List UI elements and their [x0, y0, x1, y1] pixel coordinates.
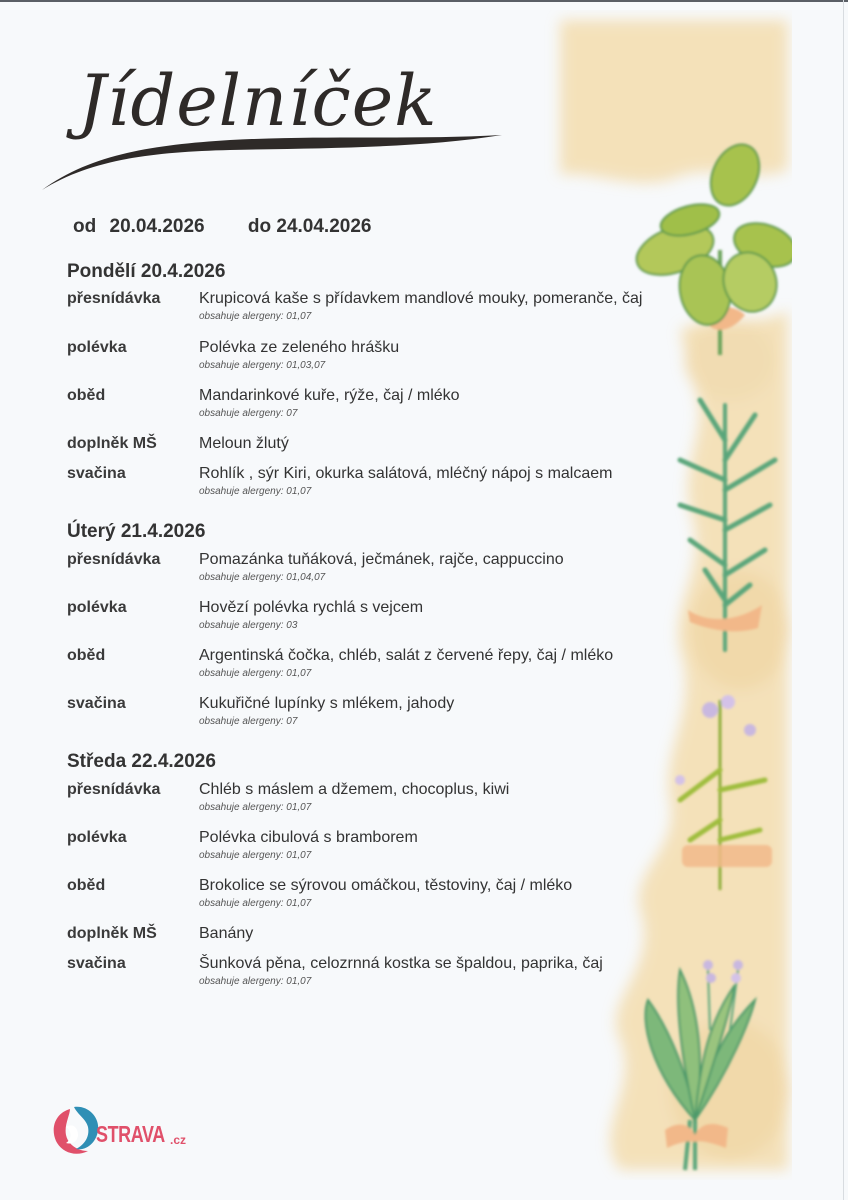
meal-allergens: obsahuje alergeny: 01,07 — [199, 668, 312, 679]
scan-edge-right — [843, 0, 844, 1200]
meal-dish: Argentinská čočka, chléb, salát z červené řepy, čaj / mléko — [199, 647, 614, 664]
range-from-label: od — [73, 216, 97, 237]
meal-dish: Meloun žlutý — [199, 435, 289, 452]
scan-edge-top — [0, 0, 848, 2]
meal-label: oběd — [67, 877, 106, 894]
day-title: Pondělí 20.4.2026 — [67, 261, 226, 282]
meal-dish: Polévka ze zeleného hrášku — [199, 339, 400, 356]
meal-label: svačina — [67, 955, 126, 972]
meal-allergens: obsahuje alergeny: 07 — [199, 408, 298, 419]
logo-wordmark: STRAVA — [96, 1121, 165, 1147]
meal-label: oběd — [67, 647, 106, 664]
date-range — [73, 216, 371, 238]
meal-label: doplněk MŠ — [67, 925, 157, 942]
meal-allergens: obsahuje alergeny: 01,03,07 — [199, 360, 326, 371]
meal-dish: Banány — [199, 925, 254, 942]
meal-label: přesnídávka — [67, 290, 161, 307]
meal-allergens: obsahuje alergeny: 01,07 — [199, 311, 312, 322]
meal-label: přesnídávka — [67, 551, 161, 568]
range-from-date: 20.04.2026 — [109, 216, 205, 237]
meal-dish: Pomazánka tuňáková, ječmánek, rajče, cappuccino — [199, 551, 564, 568]
meal-label: polévka — [67, 599, 127, 616]
meal-dish: Kukuřičné lupínky s mlékem, jahody — [199, 695, 455, 712]
meal-allergens: obsahuje alergeny: 01,07 — [199, 486, 312, 497]
meal-dish: Chléb s máslem a džemem, chocoplus, kiwi — [199, 781, 510, 798]
meal-allergens: obsahuje alergeny: 01,07 — [199, 976, 312, 987]
meal-dish: Šunková pěna, celozrnná kostka se špaldou, paprika, čaj — [199, 955, 603, 972]
meal-allergens: obsahuje alergeny: 01,07 — [199, 802, 312, 813]
range-to-label: do — [247, 216, 272, 237]
meal-label: polévka — [67, 829, 127, 846]
meal-label: oběd — [67, 387, 106, 404]
logo-domain-suffix: .cz — [170, 1133, 187, 1147]
meal-label: svačina — [67, 465, 126, 482]
meal-dish: Brokolice se sýrovou omáčkou, těstoviny, čaj / mléko — [199, 877, 573, 894]
meal-allergens: obsahuje alergeny: 01,07 — [199, 898, 312, 909]
meal-dish: Mandarinkové kuře, rýže, čaj / mléko — [199, 387, 460, 404]
meal-dish: Polévka cibulová s bramborem — [199, 829, 418, 846]
day-title: Středa 22.4.2026 — [67, 751, 216, 772]
meal-allergens: obsahuje alergeny: 01,07 — [199, 850, 312, 861]
meal-dish: Krupicová kaše s přídavkem mandlové mouky, pomeranče, čaj — [199, 290, 643, 307]
meal-allergens: obsahuje alergeny: 01,04,07 — [199, 572, 326, 583]
day-title: Úterý 21.4.2026 — [67, 521, 206, 542]
meal-dish: Rohlík , sýr Kiri, okurka salátová, mléčný nápoj s malcaem — [199, 465, 613, 482]
meal-label: přesnídávka — [67, 781, 161, 798]
range-to-date: 24.04.2026 — [276, 216, 372, 237]
meal-allergens: obsahuje alergeny: 07 — [199, 716, 298, 727]
page-title: Jídelníček — [78, 60, 438, 142]
meal-label: svačina — [67, 695, 126, 712]
herb-watercolor-decoration — [530, 10, 792, 1180]
meal-label: doplněk MŠ — [67, 435, 157, 452]
meal-allergens: obsahuje alergeny: 03 — [199, 620, 298, 631]
meal-label: polévka — [67, 339, 127, 356]
meal-dish: Hovězí polévka rychlá s vejcem — [199, 599, 424, 616]
